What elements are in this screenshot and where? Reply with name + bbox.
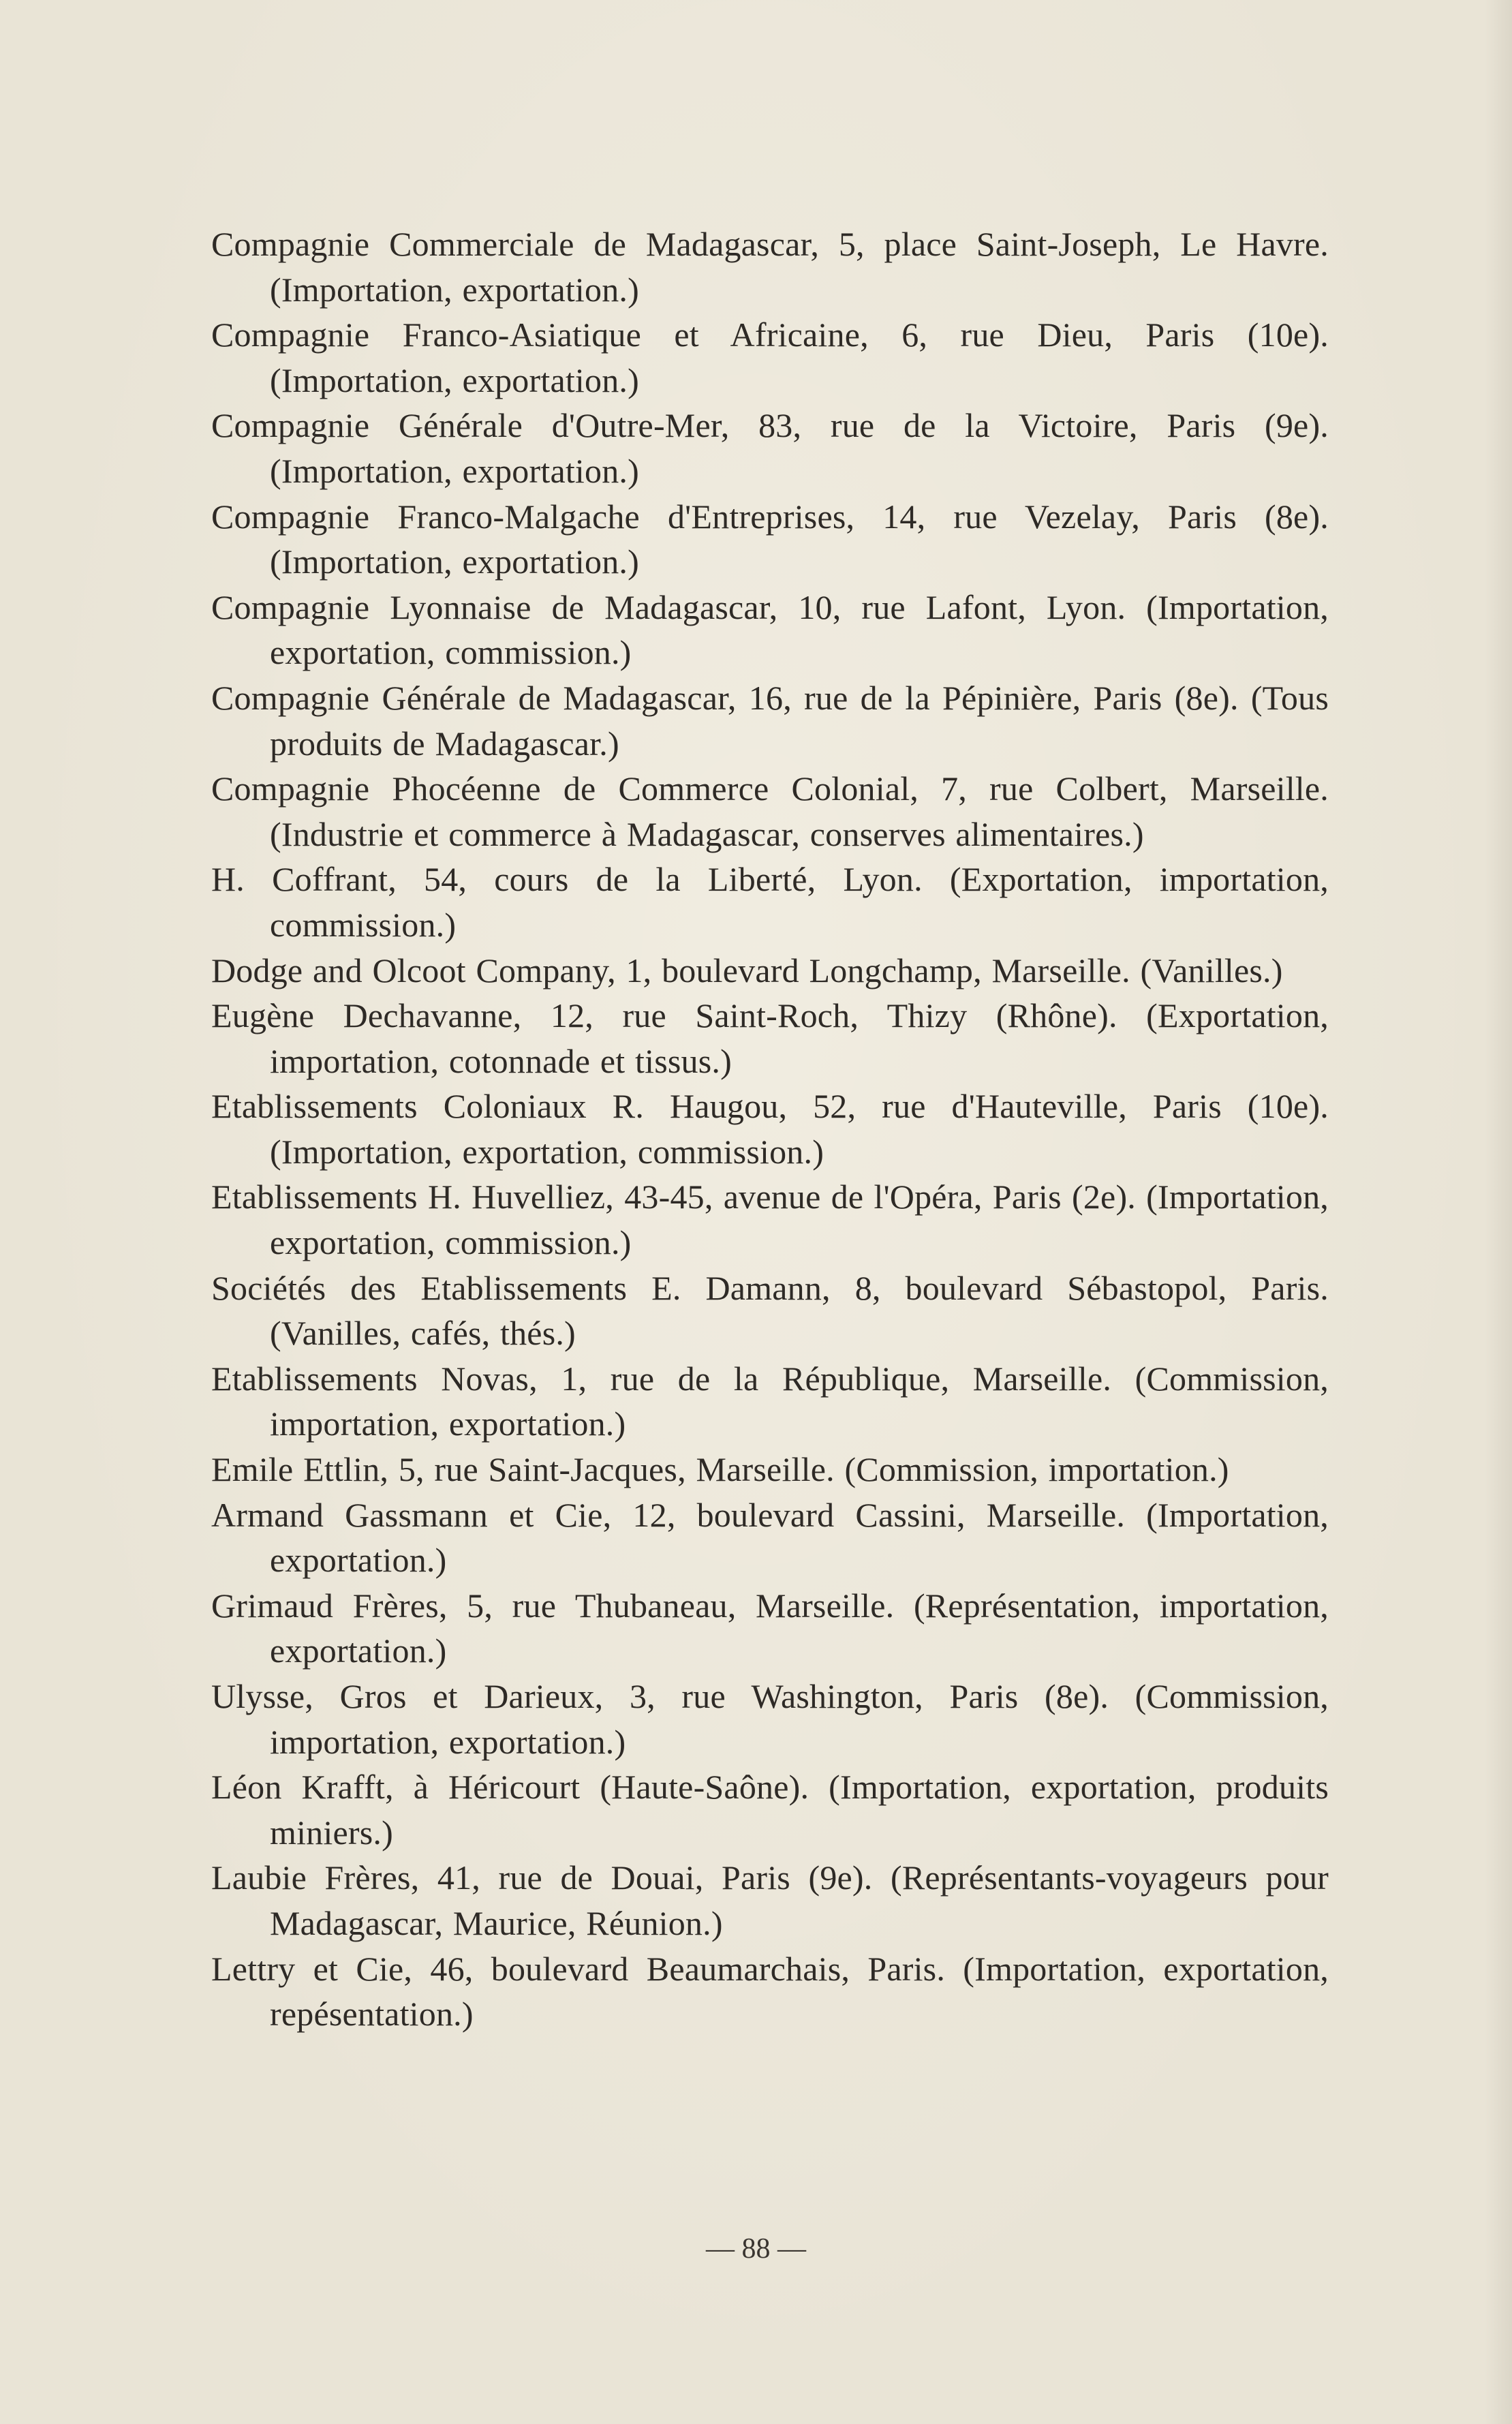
directory-entry: Grimaud Frères, 5, rue Thubaneau, Marseille. (Représentation, importation, exportation.)	[211, 1586, 1329, 1670]
directory-entry: Emile Ettlin, 5, rue Saint-Jacques, Marseille. (Commission, importation.)	[211, 1450, 1229, 1489]
page-number: — 88 —	[706, 2233, 806, 2265]
directory-entry: Etablissements Novas, 1, rue de la République, Marseille. (Commission, importation, exportation.)	[211, 1359, 1329, 1443]
directory-entry: Compagnie Franco-Asiatique et Africaine, 6, rue Dieu, Paris (10e). (Importation, exportation.)	[211, 316, 1329, 399]
directory-entry: Ulysse, Gros et Darieux, 3, rue Washington, Paris (8e). (Commission, importation, exportation.)	[211, 1677, 1329, 1761]
directory-entry: H. Coffrant, 54, cours de la Liberté, Lyon. (Exportation, importation, commission.)	[211, 860, 1329, 944]
directory-entry: Lettry et Cie, 46, boulevard Beaumarchais, Paris. (Importation, exportation, repésentation.)	[211, 1949, 1329, 2034]
directory-entry: Compagnie Phocéenne de Commerce Colonial, 7, rue Colbert, Marseille. (Industrie et commerce à Madagascar, conserves alimentaires.)	[211, 769, 1329, 853]
directory-entry: Compagnie Générale d'Outre-Mer, 83, rue de la Victoire, Paris (9e). (Importation, exportation.)	[211, 406, 1329, 490]
directory-entry: Compagnie Générale de Madagascar, 16, rue de la Pépinière, Paris (8e). (Tous produits de Madagascar.)	[211, 678, 1329, 763]
company-directory-list	[211, 221, 1329, 2037]
directory-entry: Léon Krafft, à Héricourt (Haute-Saône). (Importation, exportation, produits miniers.)	[211, 1768, 1329, 1852]
directory-entry: Etablissements Coloniaux R. Haugou, 52, rue d'Hauteville, Paris (10e). (Importation, exportation, commission.)	[211, 1087, 1329, 1171]
directory-entry: Etablissements H. Huvelliez, 43-45, avenue de l'Opéra, Paris (2e). (Importation, exportation, commission.)	[211, 1178, 1329, 1262]
directory-entry: Compagnie Lyonnaise de Madagascar, 10, rue Lafont, Lyon. (Importation, exportation, commission.)	[211, 587, 1329, 672]
directory-entry: Compagnie Franco-Malgache d'Entreprises, 14, rue Vezelay, Paris (8e). (Importation, exportation.)	[211, 497, 1329, 581]
page-edge-shadow	[1485, 0, 1512, 2424]
directory-entry: Eugène Dechavanne, 12, rue Saint-Roch, Thizy (Rhône). (Exportation, importation, cotonnade et tissus.)	[211, 996, 1329, 1080]
directory-entry: Compagnie Commerciale de Madagascar, 5, place Saint-Joseph, Le Havre. (Importation, exportation.)	[211, 225, 1329, 309]
directory-entry: Armand Gassmann et Cie, 12, boulevard Cassini, Marseille. (Importation, exportation.)	[211, 1495, 1329, 1580]
directory-entry: Laubie Frères, 41, rue de Douai, Paris (9e). (Représentants-voyageurs pour Madagascar, Maurice, Réunion.)	[211, 1858, 1329, 1942]
directory-entry: Dodge and Olcoot Company, 1, boulevard Longchamp, Marseille. (Vanilles.)	[211, 951, 1283, 989]
directory-entry: Sociétés des Etablissements E. Damann, 8, boulevard Sébastopol, Paris. (Vanilles, cafés, thés.)	[211, 1268, 1329, 1353]
